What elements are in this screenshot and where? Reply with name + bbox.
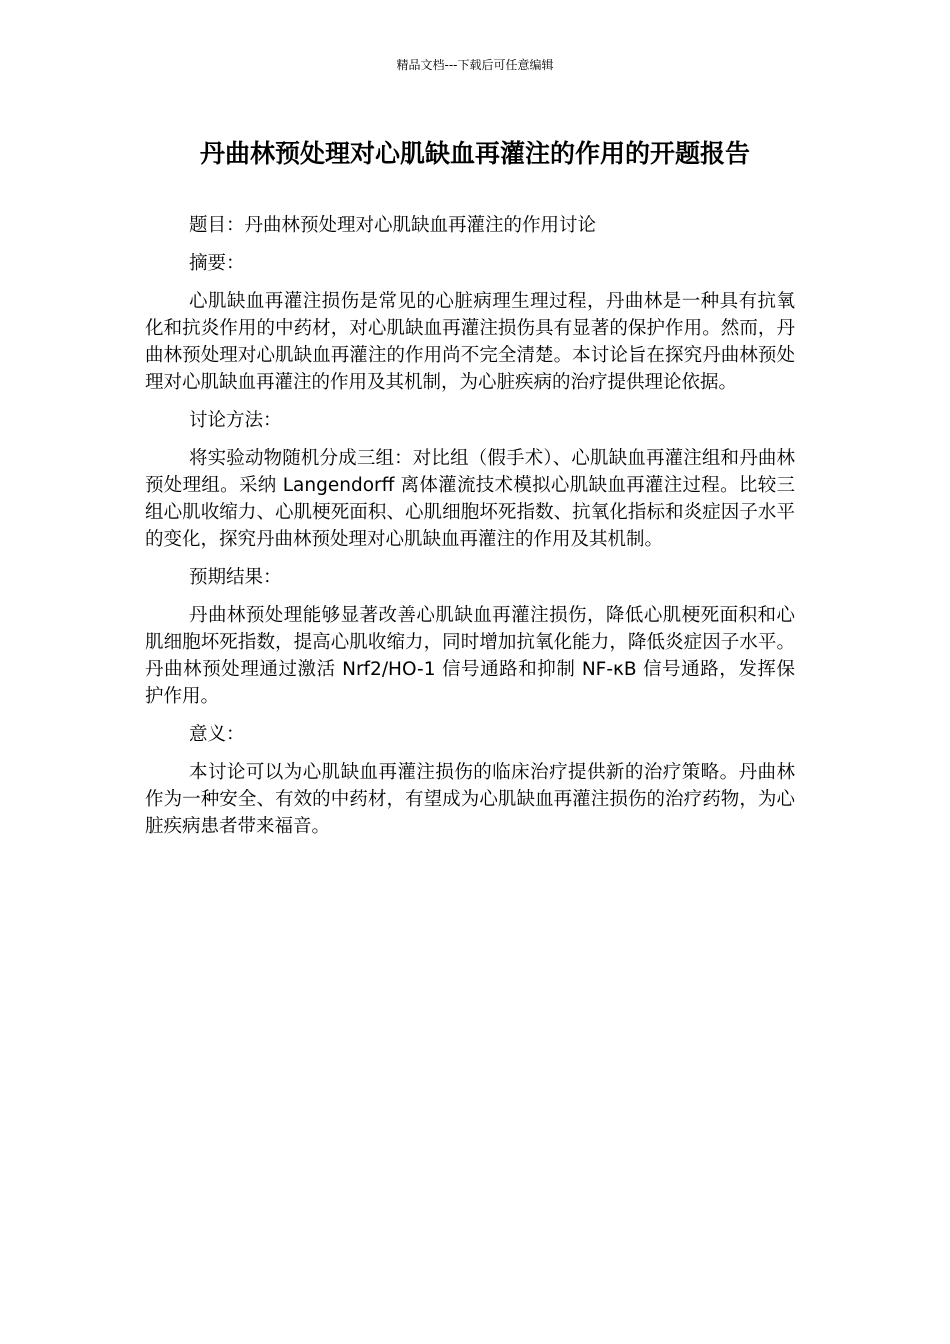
abstract-heading: 摘要： xyxy=(189,253,245,274)
document-title: 丹曲林预处理对心肌缺血再灌注的作用的开题报告 xyxy=(199,139,750,168)
topic-line: 题目：丹曲林预处理对心肌缺血再灌注的作用讨论 xyxy=(189,215,597,236)
document-body xyxy=(145,212,795,851)
significance-heading: 意义： xyxy=(189,724,245,745)
expected-results-heading: 预期结果： xyxy=(189,567,282,588)
methods-heading: 讨论方法： xyxy=(189,410,282,431)
methods-paragraph: 将实验动物随机分成三组：对比组（假手术）、心肌缺血再灌注组和丹曲林预处理组。采纳 Langendorff 离体灌流技术模拟心肌缺血再灌注过程。比较三组心肌收缩力、心肌梗死面积、心肌细胞坏死指数、抗氧化指标和炎症因子水平的变化，探究丹曲林预处理对心肌缺血再灌注的作用及其机制。 xyxy=(145,448,795,550)
abstract-paragraph: 心肌缺血再灌注损伤是常见的心脏病理生理过程，丹曲林是一种具有抗氧化和抗炎作用的中药材，对心肌缺血再灌注损伤具有显著的保护作用。然而，丹曲林预处理对心肌缺血再灌注的作用尚不完全清楚。本讨论旨在探究丹曲林预处理对心肌缺血再灌注的作用及其机制，为心脏疾病的治疗提供理论依据。 xyxy=(145,291,795,393)
page-header-note: 精品文档---下载后可任意编辑 xyxy=(396,58,554,72)
significance-paragraph: 本讨论可以为心肌缺血再灌注损伤的临床治疗提供新的治疗策略。丹曲林作为一种安全、有效的中药材，有望成为心肌缺血再灌注损伤的治疗药物，为心脏疾病患者带来福音。 xyxy=(145,762,795,837)
expected-results-paragraph: 丹曲林预处理能够显著改善心肌缺血再灌注损伤，降低心肌梗死面积和心肌细胞坏死指数，提高心肌收缩力，同时增加抗氧化能力，降低炎症因子水平。丹曲林预处理通过激活 Nrf2/HO-1 信号通路和抑制 NF-κB 信号通路，发挥保护作用。 xyxy=(145,605,795,707)
